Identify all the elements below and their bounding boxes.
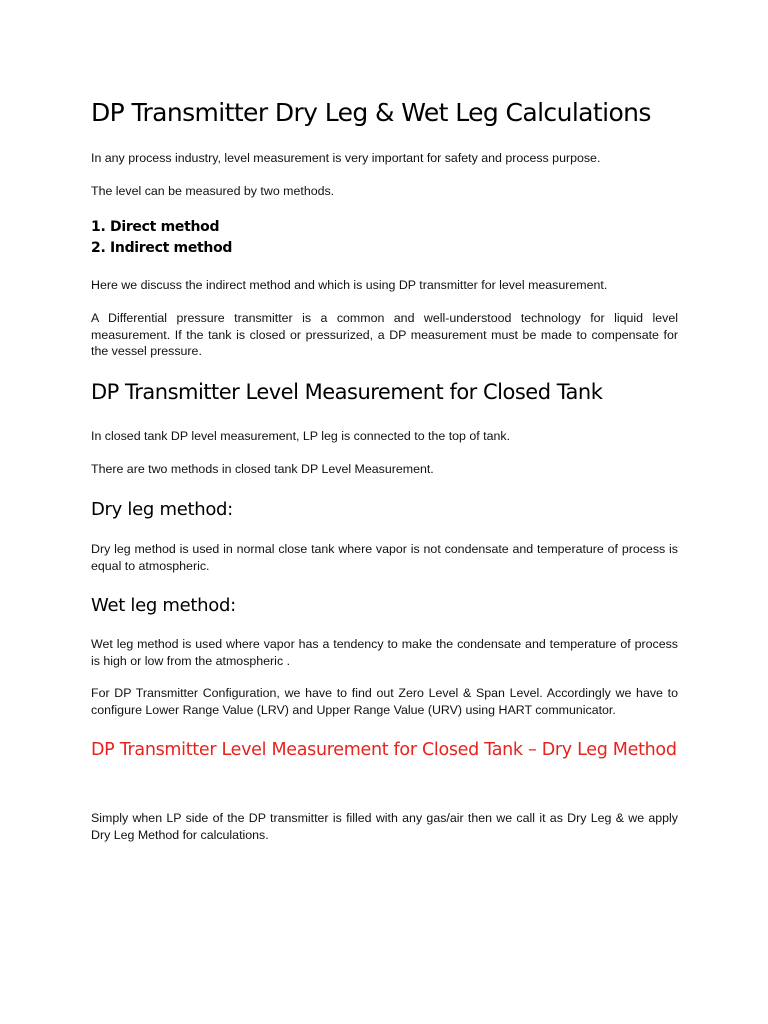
methods-intro-paragraph: The level can be measured by two methods. bbox=[91, 184, 335, 198]
list-item bbox=[91, 217, 232, 238]
list-item-label: Indirect method bbox=[110, 239, 233, 256]
indirect-method-paragraph: Here we discuss the indirect method and which is using DP transmitter for level measurement. bbox=[91, 278, 608, 292]
dp-transmitter-paragraph: A Differential pressure transmitter is a common and well-understood technology for liquid level measurement. If the tank is closed or pressurized, a DP measurement must be made to compensate for the vessel pressure. bbox=[91, 311, 678, 358]
dry-leg-closed-tank-paragraph: Simply when LP side of the DP transmitter is filled with any gas/air then we call it as Dry Leg & we apply Dry Leg Method for calculations. bbox=[91, 811, 678, 842]
wet-leg-heading: Wet leg method: bbox=[91, 595, 236, 616]
dry-leg-heading: Dry leg method: bbox=[91, 499, 233, 520]
list-item-number: 2. bbox=[91, 239, 106, 256]
list-item-label: Direct method bbox=[110, 219, 220, 235]
methods-list bbox=[91, 217, 232, 258]
closed-tank-heading: DP Transmitter Level Measurement for Closed Tank bbox=[91, 380, 603, 404]
intro-paragraph: In any process industry, level measurement is very important for safety and process purpose. bbox=[91, 151, 601, 165]
dry-leg-paragraph: Dry leg method is used in normal close tank where vapor is not condensate and temperature of process is equal to atmospheric. bbox=[91, 542, 678, 573]
dry-leg-closed-tank-heading: DP Transmitter Level Measurement for Closed Tank – Dry Leg Method bbox=[91, 740, 677, 760]
closed-tank-paragraph: In closed tank DP level measurement, LP leg is connected to the top of tank. bbox=[91, 429, 511, 443]
page-title: DP Transmitter Dry Leg & Wet Leg Calculations bbox=[91, 98, 651, 127]
list-item bbox=[91, 238, 232, 259]
list-item-number: 1. bbox=[91, 219, 106, 235]
wet-leg-paragraph: Wet leg method is used where vapor has a tendency to make the condensate and temperature of process is high or low from the atmospheric . bbox=[91, 637, 678, 668]
closed-tank-methods-paragraph: There are two methods in closed tank DP Level Measurement. bbox=[91, 462, 434, 476]
configuration-paragraph: For DP Transmitter Configuration, we have to find out Zero Level & Span Level. Accordingly we have to configure Lower Range Value (LRV) and Upper Range Value (URV) using HART communicator. bbox=[91, 686, 678, 717]
